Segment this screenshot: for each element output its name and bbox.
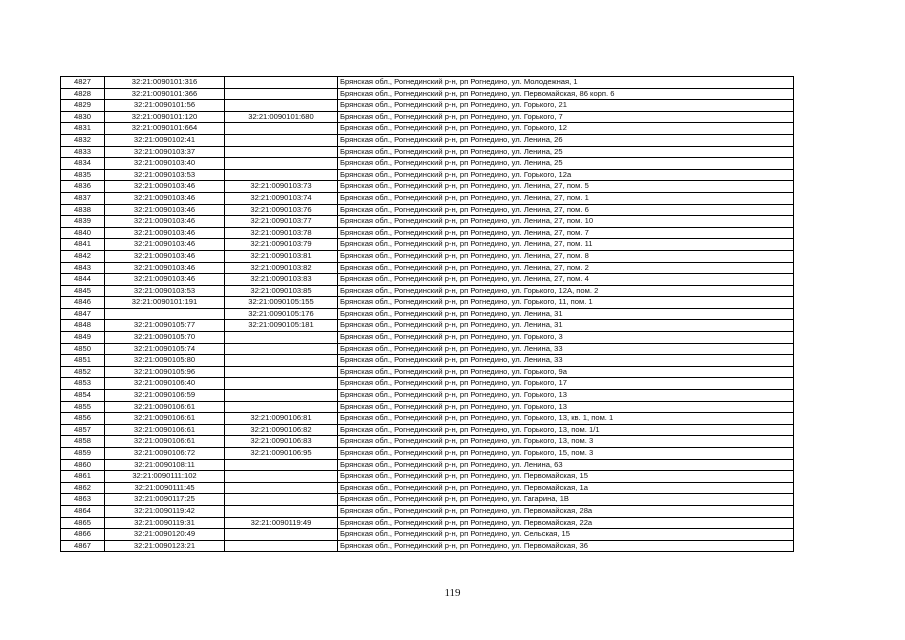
land-cadastral-number-cell: 32:21:0090111:102 xyxy=(105,471,225,483)
address-cell: Брянская обл., Рогнединский р-н, рп Рогнедино, ул. Горького, 13, пом. 1/1 xyxy=(338,424,794,436)
row-number-cell: 4828 xyxy=(61,88,105,100)
object-cadastral-number-cell xyxy=(225,332,338,344)
address-cell: Брянская обл., Рогнединский р-н, рп Рогнедино, ул. Ленина, 25 xyxy=(338,146,794,158)
row-number-cell: 4831 xyxy=(61,123,105,135)
address-cell: Брянская обл., Рогнединский р-н, рп Рогнедино, ул. Ленина, 33 xyxy=(338,343,794,355)
address-cell: Брянская обл., Рогнединский р-н, рп Рогнедино, ул. Ленина, 25 xyxy=(338,158,794,170)
row-number-cell: 4839 xyxy=(61,216,105,228)
row-number-cell: 4846 xyxy=(61,297,105,309)
object-cadastral-number-cell xyxy=(225,146,338,158)
table-row xyxy=(61,459,794,471)
object-cadastral-number-cell xyxy=(225,482,338,494)
object-cadastral-number-cell xyxy=(225,88,338,100)
address-cell: Брянская обл., Рогнединский р-н, рп Рогнедино, ул. Ленина, 31 xyxy=(338,308,794,320)
row-number-cell: 4844 xyxy=(61,274,105,286)
object-cadastral-number-cell xyxy=(225,459,338,471)
table-row xyxy=(61,517,794,529)
land-cadastral-number-cell: 32:21:0090103:46 xyxy=(105,192,225,204)
row-number-cell: 4833 xyxy=(61,146,105,158)
address-cell: Брянская обл., Рогнединский р-н, рп Рогнедино, ул. Горького, 11, пом. 1 xyxy=(338,297,794,309)
land-cadastral-number-cell: 32:21:0090123:21 xyxy=(105,540,225,552)
land-cadastral-number-cell: 32:21:0090119:31 xyxy=(105,517,225,529)
address-cell: Брянская обл., Рогнединский р-н, рп Рогнедино, ул. Ленина, 27, пом. 11 xyxy=(338,239,794,251)
land-cadastral-number-cell: 32:21:0090119:42 xyxy=(105,505,225,517)
land-cadastral-number-cell: 32:21:0090106:61 xyxy=(105,424,225,436)
land-cadastral-number-cell: 32:21:0090106:61 xyxy=(105,436,225,448)
object-cadastral-number-cell xyxy=(225,378,338,390)
object-cadastral-number-cell: 32:21:0090103:83 xyxy=(225,274,338,286)
object-cadastral-number-cell: 32:21:0090119:49 xyxy=(225,517,338,529)
object-cadastral-number-cell xyxy=(225,529,338,541)
table-row xyxy=(61,204,794,216)
row-number-cell: 4858 xyxy=(61,436,105,448)
land-cadastral-number-cell: 32:21:0090103:46 xyxy=(105,274,225,286)
table-row xyxy=(61,366,794,378)
land-cadastral-number-cell: 32:21:0090106:61 xyxy=(105,413,225,425)
row-number-cell: 4862 xyxy=(61,482,105,494)
object-cadastral-number-cell: 32:21:0090103:81 xyxy=(225,250,338,262)
row-number-cell: 4859 xyxy=(61,448,105,460)
object-cadastral-number-cell xyxy=(225,100,338,112)
address-cell: Брянская обл., Рогнединский р-н, рп Рогнедино, ул. Молодежная, 1 xyxy=(338,77,794,89)
address-cell: Брянская обл., Рогнединский р-н, рп Рогнедино, ул. Первомайская, 15 xyxy=(338,471,794,483)
object-cadastral-number-cell: 32:21:0090103:85 xyxy=(225,285,338,297)
address-cell: Брянская обл., Рогнединский р-н, рп Рогнедино, ул. Ленина, 27, пом. 5 xyxy=(338,181,794,193)
row-number-cell: 4834 xyxy=(61,158,105,170)
row-number-cell: 4867 xyxy=(61,540,105,552)
address-cell: Брянская обл., Рогнединский р-н, рп Рогнедино, ул. Первомайская, 86 корп. 6 xyxy=(338,88,794,100)
row-number-cell: 4832 xyxy=(61,134,105,146)
land-cadastral-number-cell: 32:21:0090103:53 xyxy=(105,169,225,181)
table-row xyxy=(61,88,794,100)
address-cell: Брянская обл., Рогнединский р-н, рп Рогнедино, ул. Ленина, 63 xyxy=(338,459,794,471)
land-cadastral-number-cell: 32:21:0090106:40 xyxy=(105,378,225,390)
land-cadastral-number-cell: 32:21:0090101:366 xyxy=(105,88,225,100)
object-cadastral-number-cell xyxy=(225,366,338,378)
row-number-cell: 4853 xyxy=(61,378,105,390)
table-row xyxy=(61,216,794,228)
land-cadastral-number-cell: 32:21:0090105:74 xyxy=(105,343,225,355)
address-cell: Брянская обл., Рогнединский р-н, рп Рогнедино, ул. Ленина, 27, пом. 4 xyxy=(338,274,794,286)
object-cadastral-number-cell xyxy=(225,540,338,552)
land-cadastral-number-cell: 32:21:0090111:45 xyxy=(105,482,225,494)
object-cadastral-number-cell: 32:21:0090106:83 xyxy=(225,436,338,448)
object-cadastral-number-cell xyxy=(225,169,338,181)
object-cadastral-number-cell xyxy=(225,123,338,135)
table-row xyxy=(61,390,794,402)
address-cell: Брянская обл., Рогнединский р-н, рп Рогнедино, ул. Ленина, 33 xyxy=(338,355,794,367)
address-cell: Брянская обл., Рогнединский р-н, рп Рогнедино, ул. Ленина, 27, пом. 7 xyxy=(338,227,794,239)
row-number-cell: 4852 xyxy=(61,366,105,378)
land-cadastral-number-cell xyxy=(105,308,225,320)
row-number-cell: 4865 xyxy=(61,517,105,529)
row-number-cell: 4856 xyxy=(61,413,105,425)
land-cadastral-number-cell: 32:21:0090101:316 xyxy=(105,77,225,89)
object-cadastral-number-cell: 32:21:0090103:78 xyxy=(225,227,338,239)
register-table-body xyxy=(61,77,794,552)
object-cadastral-number-cell xyxy=(225,505,338,517)
address-cell: Брянская обл., Рогнединский р-н, рп Рогнедино, ул. Ленина, 27, пом. 2 xyxy=(338,262,794,274)
table-row xyxy=(61,343,794,355)
row-number-cell: 4842 xyxy=(61,250,105,262)
row-number-cell: 4829 xyxy=(61,100,105,112)
object-cadastral-number-cell: 32:21:0090106:95 xyxy=(225,448,338,460)
row-number-cell: 4845 xyxy=(61,285,105,297)
object-cadastral-number-cell xyxy=(225,134,338,146)
table-row xyxy=(61,250,794,262)
row-number-cell: 4841 xyxy=(61,239,105,251)
land-cadastral-number-cell: 32:21:0090105:80 xyxy=(105,355,225,367)
table-row xyxy=(61,274,794,286)
table-row xyxy=(61,540,794,552)
table-row xyxy=(61,169,794,181)
address-cell: Брянская обл., Рогнединский р-н, рп Рогнедино, ул. Горького, 15, пом. 3 xyxy=(338,448,794,460)
table-row xyxy=(61,239,794,251)
row-number-cell: 4855 xyxy=(61,401,105,413)
land-cadastral-number-cell: 32:21:0090106:59 xyxy=(105,390,225,402)
land-cadastral-number-cell: 32:21:0090108:11 xyxy=(105,459,225,471)
address-cell: Брянская обл., Рогнединский р-н, рп Рогнедино, ул. Первомайская, 36 xyxy=(338,540,794,552)
object-cadastral-number-cell xyxy=(225,494,338,506)
table-row xyxy=(61,505,794,517)
address-cell: Брянская обл., Рогнединский р-н, рп Рогнедино, ул. Первомайская, 22а xyxy=(338,517,794,529)
address-cell: Брянская обл., Рогнединский р-н, рп Рогнедино, ул. Первомайская, 1а xyxy=(338,482,794,494)
address-cell: Брянская обл., Рогнединский р-н, рп Рогнедино, ул. Горького, 13 xyxy=(338,401,794,413)
address-cell: Брянская обл., Рогнединский р-н, рп Рогнедино, ул. Гагарина, 1В xyxy=(338,494,794,506)
row-number-cell: 4838 xyxy=(61,204,105,216)
object-cadastral-number-cell: 32:21:0090106:82 xyxy=(225,424,338,436)
object-cadastral-number-cell: 32:21:0090105:181 xyxy=(225,320,338,332)
object-cadastral-number-cell: 32:21:0090101:680 xyxy=(225,111,338,123)
table-row xyxy=(61,158,794,170)
table-row xyxy=(61,378,794,390)
address-cell: Брянская обл., Рогнединский р-н, рп Рогнедино, ул. Горького, 12А, пом. 2 xyxy=(338,285,794,297)
object-cadastral-number-cell: 32:21:0090103:74 xyxy=(225,192,338,204)
table-row xyxy=(61,262,794,274)
address-cell: Брянская обл., Рогнединский р-н, рп Рогнедино, ул. Ленина, 27, пом. 6 xyxy=(338,204,794,216)
object-cadastral-number-cell xyxy=(225,401,338,413)
row-number-cell: 4857 xyxy=(61,424,105,436)
table-row xyxy=(61,77,794,89)
object-cadastral-number-cell xyxy=(225,355,338,367)
object-cadastral-number-cell: 32:21:0090103:79 xyxy=(225,239,338,251)
object-cadastral-number-cell: 32:21:0090103:82 xyxy=(225,262,338,274)
address-cell: Брянская обл., Рогнединский р-н, рп Рогнедино, ул. Горького, 12 xyxy=(338,123,794,135)
table-row xyxy=(61,494,794,506)
land-cadastral-number-cell: 32:21:0090105:96 xyxy=(105,366,225,378)
land-cadastral-number-cell: 32:21:0090103:46 xyxy=(105,204,225,216)
row-number-cell: 4836 xyxy=(61,181,105,193)
table-row xyxy=(61,355,794,367)
address-cell: Брянская обл., Рогнединский р-н, рп Рогнедино, ул. Ленина, 26 xyxy=(338,134,794,146)
address-cell: Брянская обл., Рогнединский р-н, рп Рогнедино, ул. Горького, 3 xyxy=(338,332,794,344)
land-cadastral-number-cell: 32:21:0090105:70 xyxy=(105,332,225,344)
object-cadastral-number-cell xyxy=(225,343,338,355)
land-cadastral-number-cell: 32:21:0090103:46 xyxy=(105,227,225,239)
address-cell: Брянская обл., Рогнединский р-н, рп Рогнедино, ул. Горького, 13, пом. 3 xyxy=(338,436,794,448)
table-row xyxy=(61,123,794,135)
table-row xyxy=(61,529,794,541)
address-cell: Брянская обл., Рогнединский р-н, рп Рогнедино, ул. Ленина, 31 xyxy=(338,320,794,332)
address-cell: Брянская обл., Рогнединский р-н, рп Рогнедино, ул. Ленина, 27, пом. 1 xyxy=(338,192,794,204)
object-cadastral-number-cell: 32:21:0090105:176 xyxy=(225,308,338,320)
row-number-cell: 4863 xyxy=(61,494,105,506)
land-cadastral-number-cell: 32:21:0090106:61 xyxy=(105,401,225,413)
row-number-cell: 4849 xyxy=(61,332,105,344)
object-cadastral-number-cell xyxy=(225,390,338,402)
land-cadastral-number-cell: 32:21:0090105:77 xyxy=(105,320,225,332)
row-number-cell: 4835 xyxy=(61,169,105,181)
land-cadastral-number-cell: 32:21:0090101:120 xyxy=(105,111,225,123)
row-number-cell: 4864 xyxy=(61,505,105,517)
row-number-cell: 4827 xyxy=(61,77,105,89)
table-row xyxy=(61,285,794,297)
table-row xyxy=(61,482,794,494)
table-row xyxy=(61,424,794,436)
land-cadastral-number-cell: 32:21:0090103:53 xyxy=(105,285,225,297)
land-cadastral-number-cell: 32:21:0090101:191 xyxy=(105,297,225,309)
row-number-cell: 4860 xyxy=(61,459,105,471)
object-cadastral-number-cell: 32:21:0090106:81 xyxy=(225,413,338,425)
land-cadastral-number-cell: 32:21:0090102:41 xyxy=(105,134,225,146)
address-cell: Брянская обл., Рогнединский р-н, рп Рогнедино, ул. Горького, 12а xyxy=(338,169,794,181)
address-cell: Брянская обл., Рогнединский р-н, рп Рогнедино, ул. Сельская, 15 xyxy=(338,529,794,541)
object-cadastral-number-cell: 32:21:0090103:77 xyxy=(225,216,338,228)
page-number: 119 xyxy=(444,587,461,599)
table-row xyxy=(61,401,794,413)
address-cell: Брянская обл., Рогнединский р-н, рп Рогнедино, ул. Ленина, 27, пом. 10 xyxy=(338,216,794,228)
address-cell: Брянская обл., Рогнединский р-н, рп Рогнедино, ул. Ленина, 27, пом. 8 xyxy=(338,250,794,262)
land-cadastral-number-cell: 32:21:0090103:46 xyxy=(105,239,225,251)
object-cadastral-number-cell: 32:21:0090105:155 xyxy=(225,297,338,309)
land-cadastral-number-cell: 32:21:0090103:46 xyxy=(105,181,225,193)
table-row xyxy=(61,436,794,448)
table-row xyxy=(61,471,794,483)
address-cell: Брянская обл., Рогнединский р-н, рп Рогнедино, ул. Горького, 9а xyxy=(338,366,794,378)
table-row xyxy=(61,413,794,425)
object-cadastral-number-cell xyxy=(225,158,338,170)
land-cadastral-number-cell: 32:21:0090117:25 xyxy=(105,494,225,506)
land-cadastral-number-cell: 32:21:0090103:40 xyxy=(105,158,225,170)
land-cadastral-number-cell: 32:21:0090103:46 xyxy=(105,262,225,274)
address-cell: Брянская обл., Рогнединский р-н, рп Рогнедино, ул. Горького, 13 xyxy=(338,390,794,402)
row-number-cell: 4847 xyxy=(61,308,105,320)
address-cell: Брянская обл., Рогнединский р-н, рп Рогнедино, ул. Горького, 13, кв. 1, пом. 1 xyxy=(338,413,794,425)
land-cadastral-number-cell: 32:21:0090103:37 xyxy=(105,146,225,158)
object-cadastral-number-cell xyxy=(225,471,338,483)
table-row xyxy=(61,111,794,123)
object-cadastral-number-cell: 32:21:0090103:73 xyxy=(225,181,338,193)
row-number-cell: 4866 xyxy=(61,529,105,541)
register-table xyxy=(60,76,794,552)
table-row xyxy=(61,146,794,158)
address-cell: Брянская обл., Рогнединский р-н, рп Рогнедино, ул. Горького, 7 xyxy=(338,111,794,123)
table-row xyxy=(61,134,794,146)
row-number-cell: 4840 xyxy=(61,227,105,239)
object-cadastral-number-cell xyxy=(225,77,338,89)
row-number-cell: 4850 xyxy=(61,343,105,355)
row-number-cell: 4861 xyxy=(61,471,105,483)
address-cell: Брянская обл., Рогнединский р-н, рп Рогнедино, ул. Горького, 17 xyxy=(338,378,794,390)
table-row xyxy=(61,448,794,460)
table-row xyxy=(61,332,794,344)
table-row xyxy=(61,181,794,193)
row-number-cell: 4830 xyxy=(61,111,105,123)
row-number-cell: 4837 xyxy=(61,192,105,204)
table-row xyxy=(61,308,794,320)
table-row xyxy=(61,320,794,332)
land-cadastral-number-cell: 32:21:0090103:46 xyxy=(105,216,225,228)
row-number-cell: 4848 xyxy=(61,320,105,332)
object-cadastral-number-cell: 32:21:0090103:76 xyxy=(225,204,338,216)
row-number-cell: 4843 xyxy=(61,262,105,274)
table-row xyxy=(61,192,794,204)
table-row xyxy=(61,227,794,239)
row-number-cell: 4854 xyxy=(61,390,105,402)
address-cell: Брянская обл., Рогнединский р-н, рп Рогнедино, ул. Первомайская, 28а xyxy=(338,505,794,517)
land-cadastral-number-cell: 32:21:0090101:56 xyxy=(105,100,225,112)
land-cadastral-number-cell: 32:21:0090103:46 xyxy=(105,250,225,262)
row-number-cell: 4851 xyxy=(61,355,105,367)
land-cadastral-number-cell: 32:21:0090101:664 xyxy=(105,123,225,135)
land-cadastral-number-cell: 32:21:0090120:49 xyxy=(105,529,225,541)
address-cell: Брянская обл., Рогнединский р-н, рп Рогнедино, ул. Горького, 21 xyxy=(338,100,794,112)
table-row xyxy=(61,100,794,112)
land-cadastral-number-cell: 32:21:0090106:72 xyxy=(105,448,225,460)
table-row xyxy=(61,297,794,309)
